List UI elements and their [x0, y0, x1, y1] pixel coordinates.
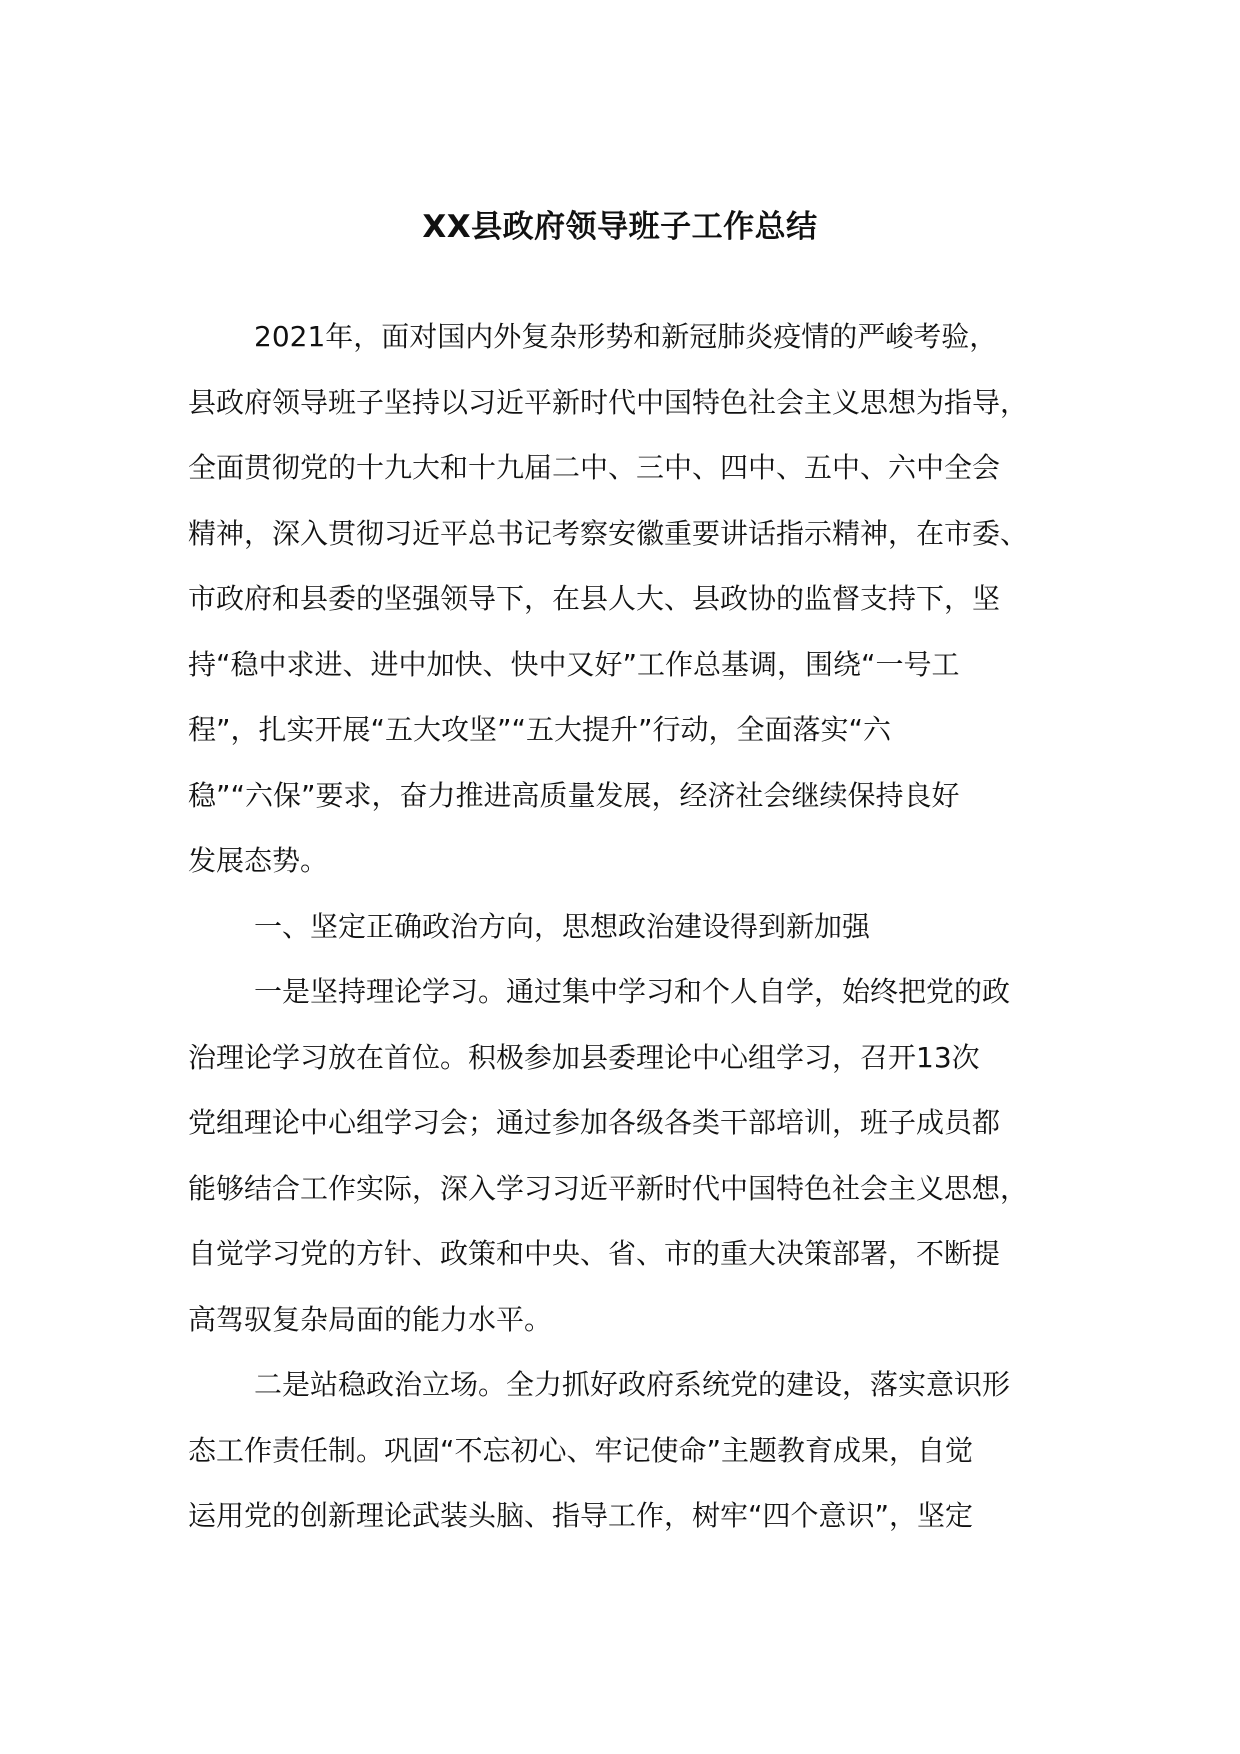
document-title: XX县政府领导班子工作总结: [422, 209, 818, 245]
text-line: 全面贯彻党的十九大和十九届二中、三中、四中、五中、六中全会: [188, 451, 1001, 484]
section-heading-1: [188, 894, 1068, 960]
text-line: 运用党的创新理论武装头脑、指导工作，树牢“四个意识”，坚定: [188, 1499, 974, 1532]
text-line: 市政府和县委的坚强领导下，在县人大、县政协的监督支持下，坚: [188, 582, 1001, 615]
text-line: 程”，扎实开展“五大攻坚”“五大提升”行动，全面落实“六: [188, 713, 892, 746]
document-body: [188, 304, 1068, 1549]
paragraph-intro: [188, 304, 1068, 894]
text-line: 一是坚持理论学习。通过集中学习和个人自学，始终把党的政: [254, 975, 1011, 1008]
text-line: 自觉学习党的方针、政策和中央、省、市的重大决策部署，不断提: [188, 1237, 1001, 1270]
paragraph-theory-study: [188, 959, 1068, 1352]
text-line: 二是站稳政治立场。全力抓好政府系统党的建设，落实意识形: [254, 1368, 1011, 1401]
text-line: 稳”“六保”要求，奋力推进高质量发展，经济社会继续保持良好: [188, 778, 960, 812]
text-line: 持“稳中求进、进中加快、快中又好”工作总基调，围绕“一号工: [188, 647, 960, 681]
text-line: 2021年，面对国内外复杂形势和新冠肺炎疫情的严峻考验，: [254, 320, 998, 353]
text-line: 发展态势。: [188, 844, 329, 877]
text-line: 党组理论中心组学习会；通过参加各级各类干部培训，班子成员都: [188, 1106, 1001, 1139]
text-line: 县政府领导班子坚持以习近平新时代中国特色社会主义思想为指导，: [188, 385, 1029, 419]
text-line: 态工作责任制。巩固“不忘初心、牢记使命”主题教育成果，自觉: [188, 1433, 974, 1467]
text-line: 能够结合工作实际，深入学习习近平新时代中国特色社会主义思想，: [188, 1171, 1029, 1205]
paragraph-political-stance: [188, 1352, 1068, 1549]
text-line: 高驾驭复杂局面的能力水平。: [188, 1302, 553, 1336]
section-heading-text: 一、坚定正确政治方向，思想政治建设得到新加强: [254, 909, 871, 943]
text-line: 精神，深入贯彻习近平总书记考察安徽重要讲话指示精神，在市委、: [188, 516, 1029, 550]
text-line: 治理论学习放在首位。积极参加县委理论中心组学习，召开13次: [188, 1040, 980, 1074]
